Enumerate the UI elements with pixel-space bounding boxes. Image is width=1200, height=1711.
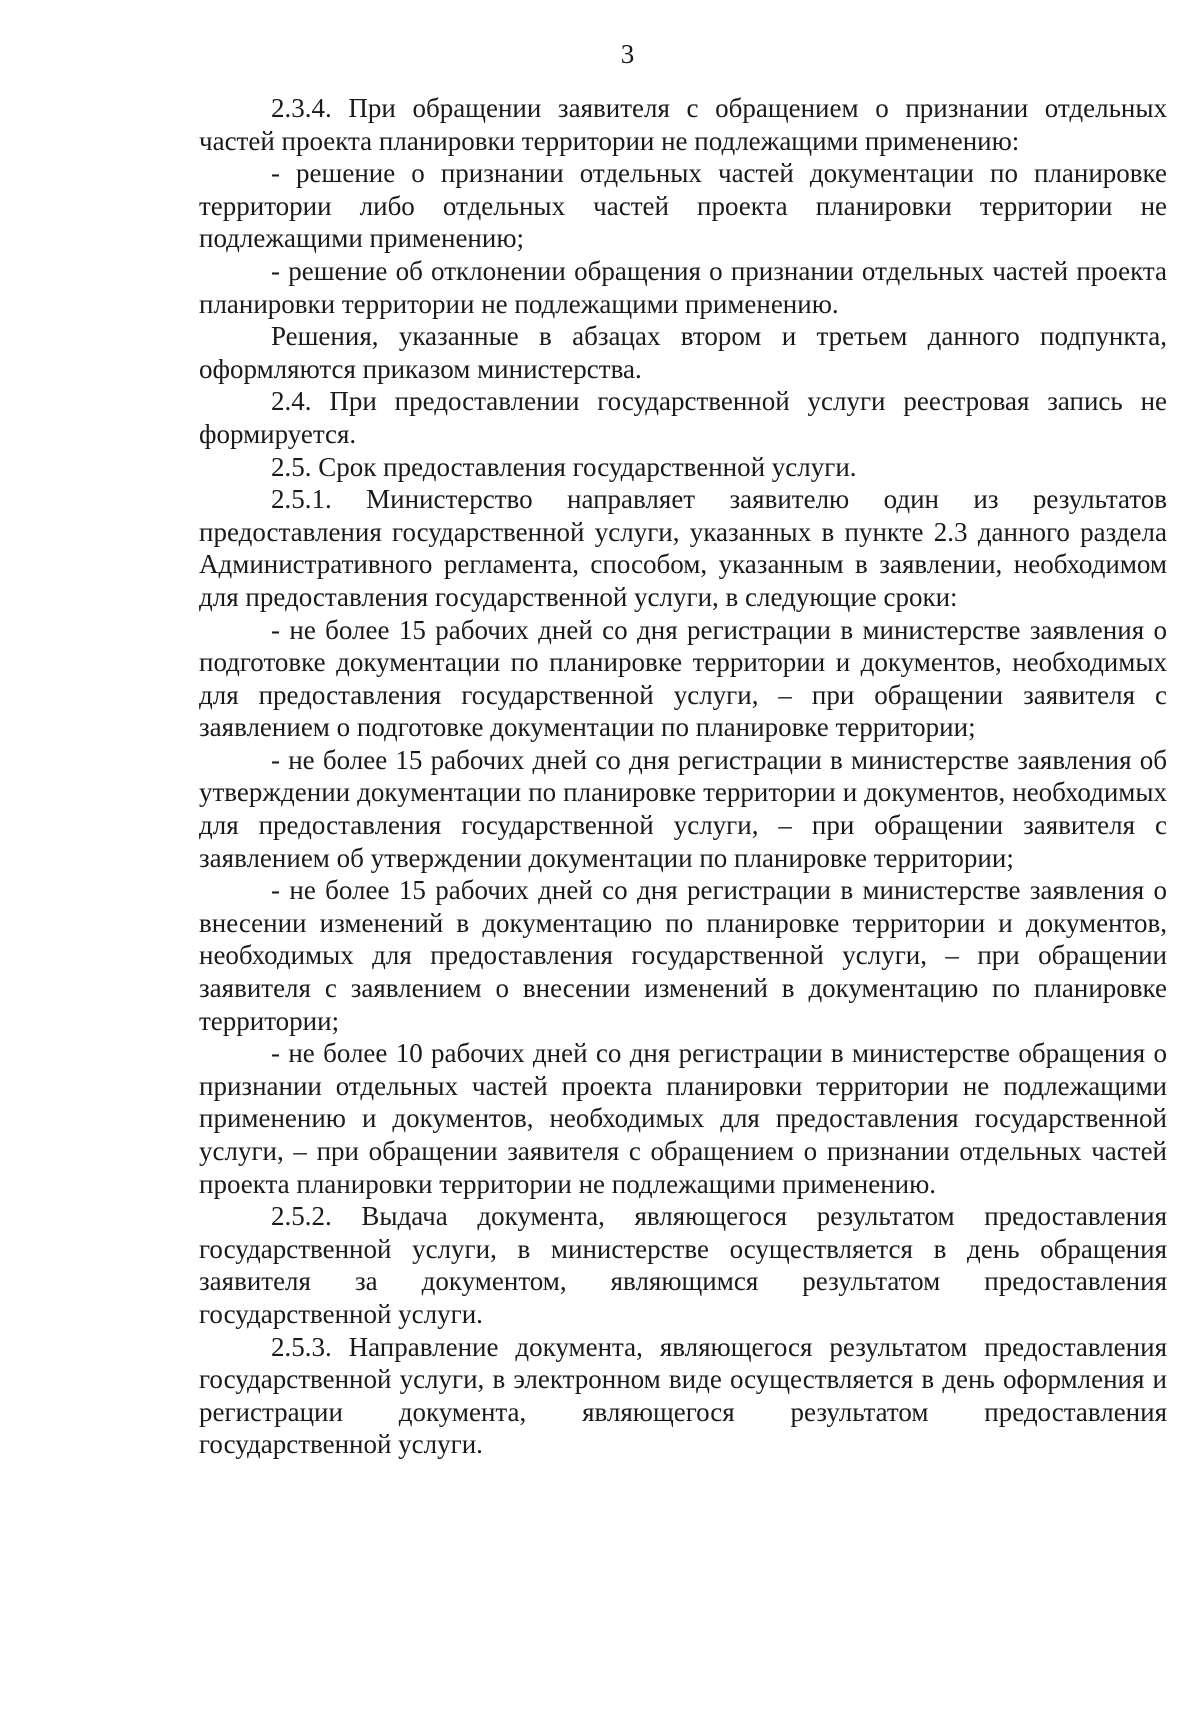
page-number: 3 bbox=[620, 39, 635, 69]
paragraph-2-5-1: 2.5.1. Министерство направляет заявителю один из результатов предоставления государственной услуги, указанных в пункте 2.3 данного раздела Административного регламента, способом, указанным в заявлении, необходимом для предоставления государственной услуги, в следующие сроки: bbox=[199, 484, 1167, 612]
paragraph-term-preparation: - не более 15 рабочих дней со дня регистрации в министерстве заявления о подготовке документации по планировке территории и документов, необходимых для предоставления государственной услуги, – при обращении заявителя с заявлением о подготовке документации по планировке территории; bbox=[199, 614, 1167, 743]
paragraph-2-5-3: 2.5.3. Направление документа, являющегося результатом предоставления государственной услуги, в электронном виде осуществляется в день оформления и регистрации документа, являющегося результатом предоставления государственной услуги. bbox=[199, 1331, 1167, 1460]
paragraph-2-4: 2.4. При предоставлении государственной услуги реестровая запись не формируется. bbox=[199, 386, 1167, 449]
document-body bbox=[199, 92, 1167, 1461]
paragraph-2-5: 2.5. Срок предоставления государственной услуги. bbox=[271, 451, 857, 482]
paragraph-decisions-order: Решения, указанные в абзацах втором и третьем данного подпункта, оформляются приказом министерства. bbox=[199, 321, 1167, 384]
paragraph-2-3-4: 2.3.4. При обращении заявителя с обращением о признании отдельных частей проекта планировки территории не подлежащими применению: bbox=[199, 93, 1167, 156]
paragraph-term-recognition: - не более 10 рабочих дней со дня регистрации в министерстве обращения о признании отдельных частей проекта планировки территории не подлежащими применению и документов, необходимых для предоставления государственной услуги, – при обращении заявителя с обращением о признании отдельных частей проекта планировки территории не подлежащими применению. bbox=[199, 1038, 1167, 1199]
paragraph-decision-recognition: - решение о признании отдельных частей документации по планировке территории либо отдельных частей проекта планировки территории не подлежащими применению; bbox=[199, 158, 1167, 254]
paragraph-term-amendment: - не более 15 рабочих дней со дня регистрации в министерстве заявления о внесении изменений в документацию по планировке территории и документов, необходимых для предоставления государственной услуги, – при обращении заявителя с заявлением о внесении изменений в документацию по планировке территории; bbox=[199, 875, 1167, 1036]
paragraph-decision-rejection: - решение об отклонении обращения о признании отдельных частей проекта планировки территории не подлежащими применению. bbox=[199, 255, 1167, 319]
paragraph-2-5-2: 2.5.2. Выдача документа, являющегося результатом предоставления государственной услуги, в министерстве осуществляется в день обращения заявителя за документом, являющимся результатом предоставления государственной услуги. bbox=[199, 1201, 1167, 1329]
paragraph-term-approval: - не более 15 рабочих дней со дня регистрации в министерстве заявления об утверждении документации по планировке территории и документов, необходимых для предоставления государственной услуги, – при обращении заявителя с заявлением об утверждении документации по планировке территории; bbox=[199, 744, 1167, 873]
